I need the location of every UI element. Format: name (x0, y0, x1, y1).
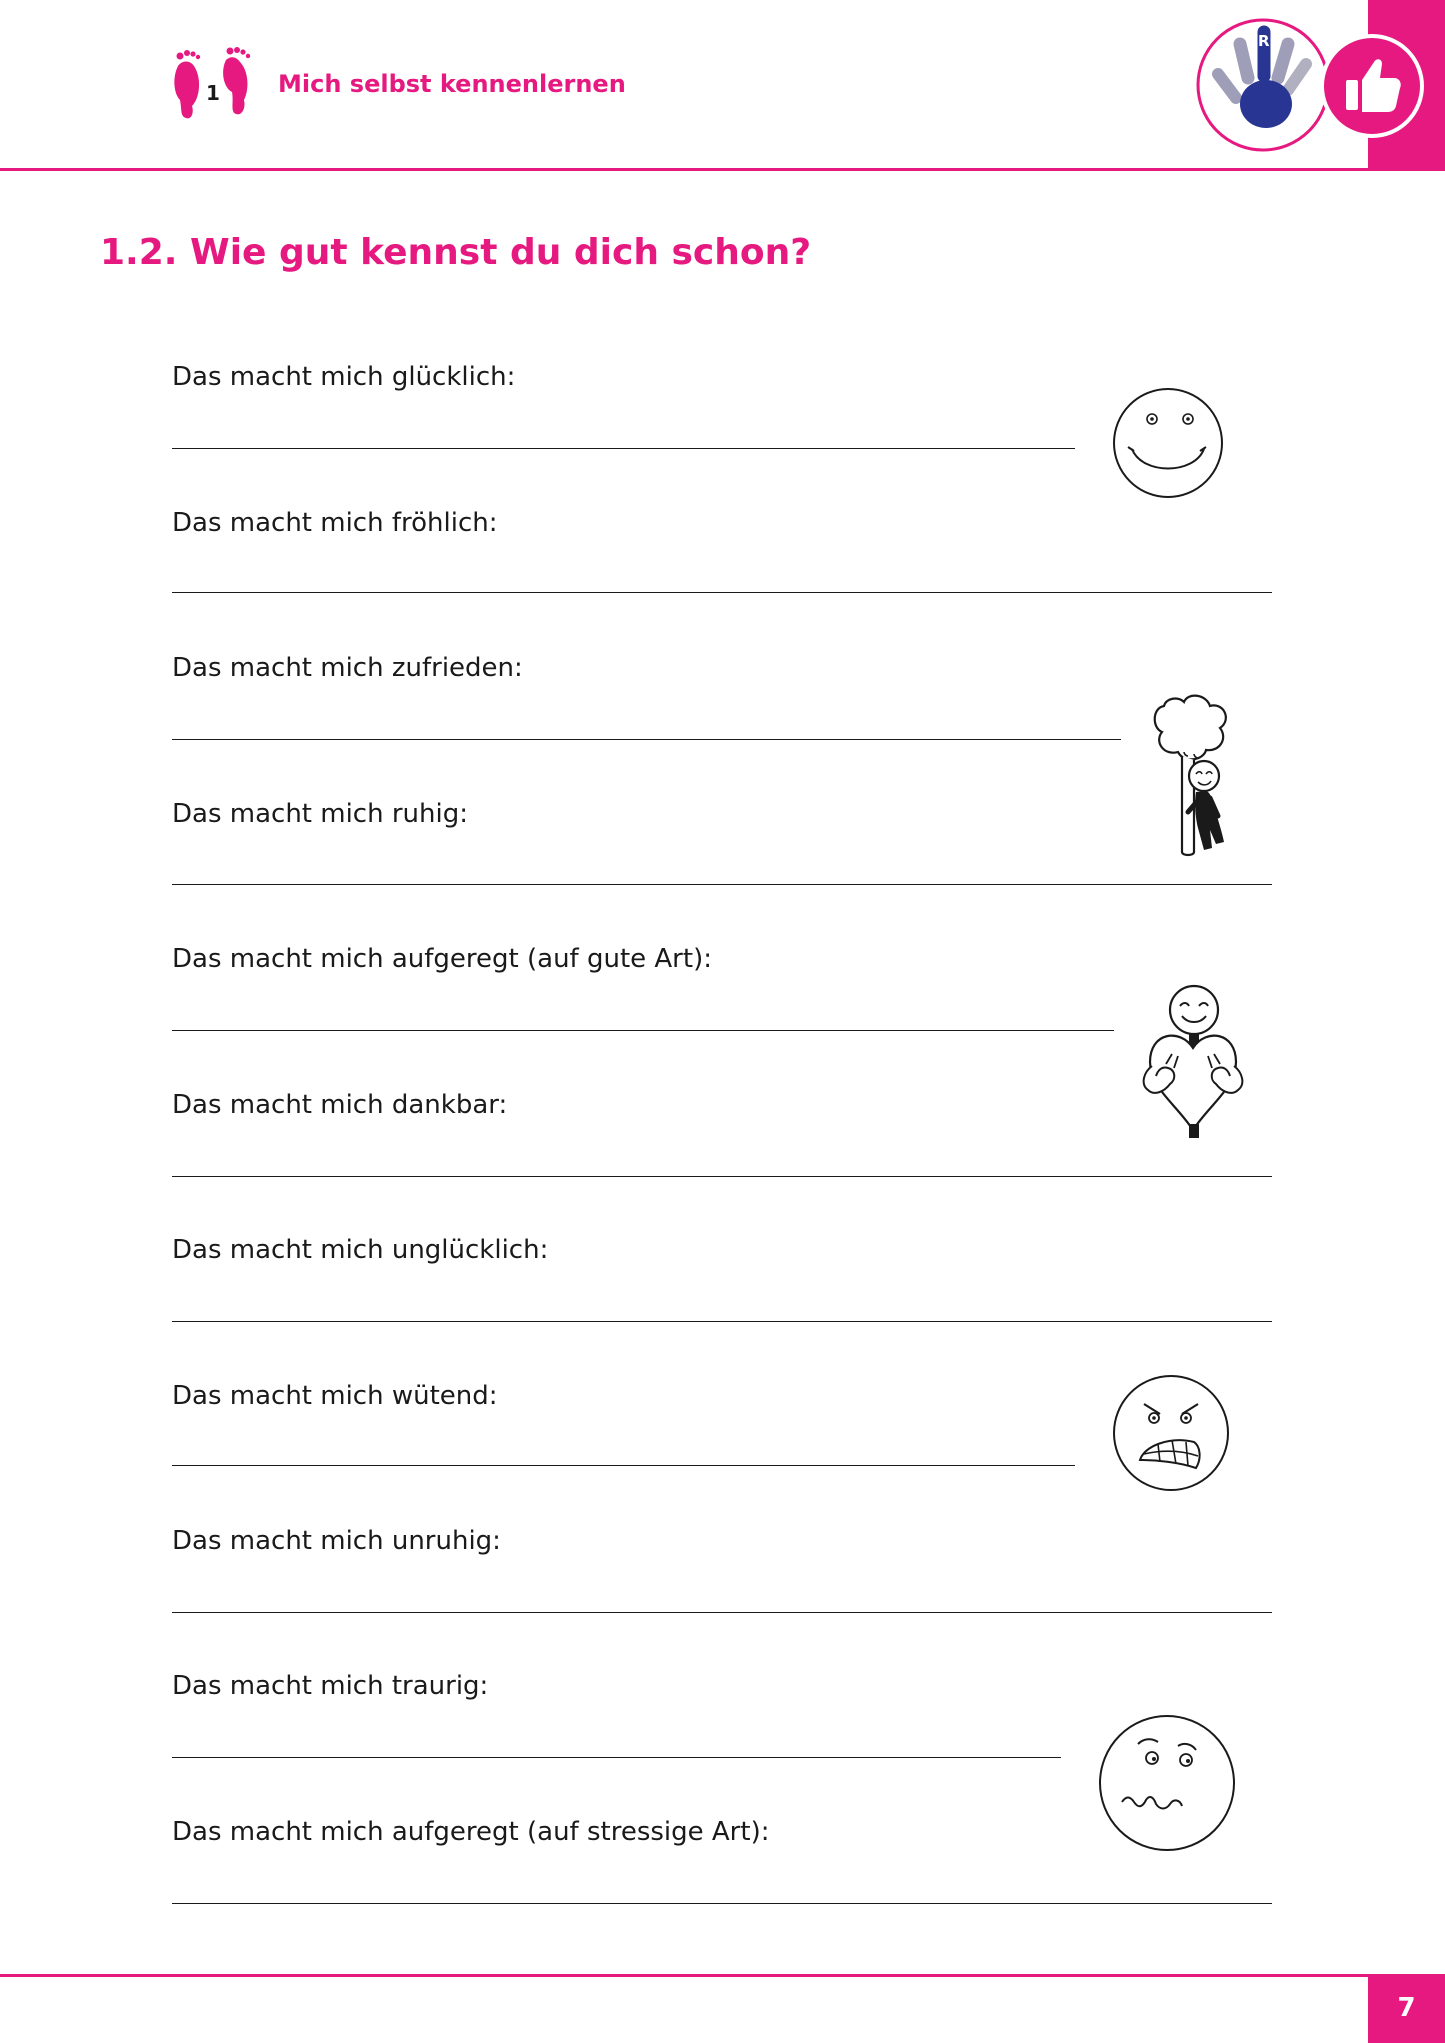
answer-line-wuetend[interactable] (172, 1465, 1075, 1466)
person-heart-icon (1136, 984, 1250, 1142)
thumbs-up-icon (1320, 34, 1424, 138)
footer-divider (0, 1974, 1368, 1977)
header-divider (0, 168, 1368, 171)
angry-face-icon (1110, 1372, 1232, 1494)
prompt-traurig: Das macht mich traurig: (172, 1671, 489, 1701)
answer-line-traurig[interactable] (172, 1757, 1061, 1758)
answer-line-dankbar[interactable] (172, 1176, 1272, 1177)
answer-line-zufrieden[interactable] (172, 739, 1121, 740)
answer-line-froehlich[interactable] (172, 592, 1272, 593)
prompt-zufrieden: Das macht mich zufrieden: (172, 653, 523, 683)
happy-face-icon (1110, 385, 1226, 501)
answer-line-aufgeregt-stressig[interactable] (172, 1903, 1272, 1904)
prompt-gluecklich: Das macht mich glücklich: (172, 362, 516, 392)
prompt-froehlich: Das macht mich fröhlich: (172, 508, 498, 538)
chapter-number: 1 (206, 81, 220, 105)
page-number: 7 (1368, 1974, 1445, 2043)
prompt-aufgeregt-stressig: Das macht mich aufgeregt (auf stressige Art): (172, 1817, 770, 1847)
section-title: 1.2. Wie gut kennst du dich schon? (100, 232, 812, 273)
prompt-ruhig: Das macht mich ruhig: (172, 799, 468, 829)
prompt-ungluecklich: Das macht mich unglücklich: (172, 1235, 549, 1265)
hand-logo-icon (1196, 18, 1334, 154)
prompt-dankbar: Das macht mich dankbar: (172, 1090, 508, 1120)
chapter-title: Mich selbst kennenlernen (278, 70, 626, 98)
logo-letter: R (1258, 32, 1270, 50)
footprints-icon (170, 48, 254, 120)
answer-line-ungluecklich[interactable] (172, 1321, 1272, 1322)
sad-face-icon (1096, 1712, 1238, 1854)
prompt-aufgeregt-gut: Das macht mich aufgeregt (auf gute Art): (172, 944, 712, 974)
person-tree-icon (1148, 694, 1242, 858)
prompt-unruhig: Das macht mich unruhig: (172, 1526, 501, 1556)
answer-line-aufgeregt-gut[interactable] (172, 1030, 1114, 1031)
prompt-wuetend: Das macht mich wütend: (172, 1381, 498, 1411)
answer-line-gluecklich[interactable] (172, 448, 1075, 449)
answer-line-ruhig[interactable] (172, 884, 1272, 885)
answer-line-unruhig[interactable] (172, 1612, 1272, 1613)
